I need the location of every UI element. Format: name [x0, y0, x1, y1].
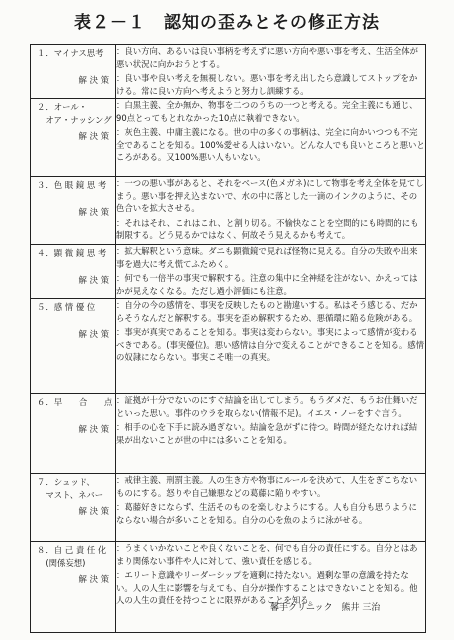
category-cell — [31, 474, 116, 542]
distortion-table — [30, 44, 426, 633]
table-row — [31, 245, 426, 299]
solution-text: ：何でも一倍半の事実で解釈する。注意の集中に全神経を注がない、かえってはかが見えなくなる。ただし過小評価にも注意。 — [116, 273, 418, 296]
description-cell — [116, 394, 426, 474]
description-cell — [116, 299, 426, 394]
description-cell — [116, 245, 426, 299]
category-subname: マスト、ネバー — [37, 489, 104, 500]
category-subname: (関係妄想) — [37, 557, 86, 568]
category-cell — [31, 542, 116, 633]
solution-label: 解 決 策 — [78, 74, 109, 85]
solution-label: 解 決 策 — [78, 574, 109, 585]
category-cell — [31, 394, 116, 474]
description-cell — [116, 99, 426, 177]
category-name: ３．色 眼 鏡 思 考 — [37, 180, 107, 190]
solution-text: ：葛藤好きにならず、生活そのものを楽しむようにする。人も自分も思うようにならない場合が多いことを知る。自分の心を魚のように泳がせる。 — [116, 502, 417, 525]
category-name: ２．オール・ — [37, 102, 88, 112]
solution-label: 解 決 策 — [78, 274, 109, 285]
solution-text: ：相手の心を下手に読み過ぎない。結論を急がずに待つ。時間が経たなければ結果が出ないことが世の中には多いことを知る。 — [116, 422, 418, 445]
solution-text: ：エリート意識やリーダーシップを適剰に持たない。過剰な罪の意識を持たない。人の人生に影響を与えても、自分が操作することはできないことを知る。他人の人生の責任を持つことに限界があることを知る。 — [116, 570, 418, 606]
description-cell — [116, 474, 426, 542]
document-title: 表２－１ 認知の歪みとその修正方法 — [74, 13, 380, 33]
table-row — [31, 99, 426, 177]
category-cell — [31, 99, 116, 177]
solution-label: 解 決 策 — [78, 328, 109, 339]
category-cell — [31, 299, 116, 394]
category-name: １．マイナス思考 — [37, 48, 104, 58]
table-row — [31, 394, 426, 474]
problem-text: ：証拠が十分でないのにすぐ結論を出してしまう。もうダメだ、もうお仕舞いだといった思い。事件のウラを取らない(情報不足)。イエス・ノーをすぐ言う。 — [116, 395, 418, 418]
solution-text: ：それはそれ、これはこれ、と割り切る。不愉快なことを空間的にも時間的にも制限する。どう見るかではなく、何故そう見えるかも考えて。 — [116, 217, 419, 241]
description-cell — [116, 542, 426, 633]
problem-text: ：自分の今の感情を、事実を反映したものと勘違いする。私はそう感じる、だからそうなんだと解釈する。事実を歪め解釈するため、悪循環に陥る危険がある。 — [116, 300, 418, 323]
description-cell — [116, 177, 426, 245]
solution-label: 解 決 策 — [78, 423, 109, 434]
solution-text: ：事実が真実であることを知る。事実は変わらない。事実によって感情が変わるべきである。(事実優位)。悪い感情は自分で変えることができることを知る。感情の奴隷にならない。事実こそ唯一の真実。 — [116, 327, 425, 363]
table-row — [31, 177, 426, 245]
solution-label: 解 決 策 — [78, 506, 109, 517]
category-subname: オア・ナッシング — [37, 114, 112, 125]
category-name: ４．顕 微 鏡 思 考 — [37, 248, 107, 258]
table-row — [31, 299, 426, 394]
problem-text: ：白黒主義、全か無か、物事を二つのうちの一つと考える。完全主義にも通じ、90点とってもとれなかった10点に執着できない。 — [116, 100, 418, 123]
solution-label: 解 決 策 — [78, 206, 109, 217]
category-name: ８．自 己 責 任 化 — [37, 545, 107, 555]
category-name: ５．感 情 優 位 — [37, 302, 96, 312]
problem-text: ：良い方向、あるいは良い事柄を考えずに悪い方向や悪い事を考え、生活全体が悪い状況に向かおうとする。 — [116, 46, 419, 69]
problem-text: ：戒律主義、刑罰主義。人の生き方や物事にルールを決めて、人生をぎこちないものにする。怒りや自己嫌悪などの葛藤に陥りやすい。 — [116, 475, 418, 498]
solution-text: ：良い事や良い考えを無視しない。悪い事を考え出したら意識してストップをかける。常に良い方向へ考えようと努力し訓練する。 — [116, 73, 418, 96]
category-cell — [31, 177, 116, 245]
table-row — [31, 45, 426, 99]
category-cell — [31, 45, 116, 99]
table-row — [31, 542, 426, 633]
clinic-credit: 馨手クリニック 熊井 三治 — [270, 603, 381, 613]
problem-text: ：一つの悪い事があると、それをベース(色メガネ)にして物事を考え全体を見てしまう。悪い事を押え込まないで、水の中に落とした一滴のインクのように、その色合いを拡大させる。 — [116, 178, 424, 214]
problem-text: ：うまくいかないことや良くないことを、何でも自分の責任にする。自分とはあまり関係ない事件や人に対して、強い責任を感じる。 — [116, 543, 418, 566]
solution-label: 解 決 策 — [78, 131, 109, 142]
category-name: ７．シュッド、 — [37, 477, 95, 487]
solution-text: ：灰色主義、中庸主義になる。世の中の多くの事柄は、完全に向かいつつも不完全であることを知る。100%愛せる人はいない。どんな人でも良いところと悪いところがある。又100%悪い人もいない。 — [116, 127, 425, 163]
problem-text: ：拡大解釈という意味。ダニも顕微鏡で見れば怪物に見える。自分の失敗や出来事を過大に考え慌てふためく。 — [116, 246, 418, 269]
category-name: ６．早 合 点 — [37, 397, 113, 407]
category-cell — [31, 245, 116, 299]
table-row — [31, 474, 426, 542]
description-cell — [116, 45, 426, 99]
